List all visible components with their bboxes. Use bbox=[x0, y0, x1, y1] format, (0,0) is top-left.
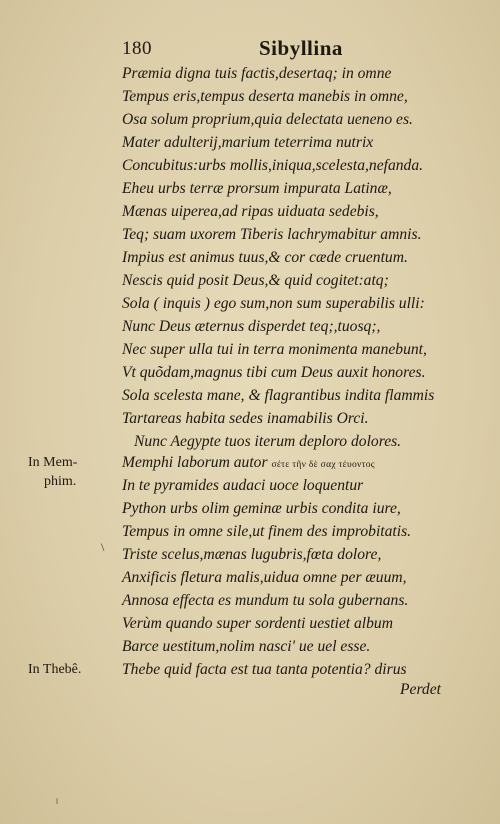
margin-note-memphim-line2: phim. bbox=[44, 474, 77, 489]
verse-line: Osa solum proprium,quia delectata ueneno es. bbox=[122, 111, 413, 128]
verse-line: Teq; suam uxorem Tiberis lachrymabitur amnis. bbox=[122, 226, 422, 243]
verse-line: Præmia digna tuis factis,desertaq; in omne bbox=[122, 65, 392, 82]
verse-line: Memphi laborum autor bbox=[122, 454, 268, 471]
verse-line: Impius est animus tuus,& cor cæde cruentum. bbox=[122, 249, 408, 266]
verse-line: Nunc Deus æternus disperdet teq;,tuosq;, bbox=[122, 318, 381, 335]
ink-mark: \ bbox=[101, 540, 105, 554]
verse-line: Triste scelus,mænas lugubris,fœta dolore, bbox=[122, 546, 382, 563]
greek-phrase: σέτε τῆν δὲ σαχ τέυοντος bbox=[271, 460, 375, 470]
verse-line: Vt quõdam,magnus tibi cum Deus auxit honores. bbox=[122, 364, 426, 381]
running-title: Sibyllina bbox=[259, 36, 343, 60]
margin-note-memphim-line1: In Mem- bbox=[28, 455, 78, 470]
verse-line-with-greek bbox=[122, 453, 375, 475]
verse-line: Nescis quid posit Deus,& quid cogitet:atq; bbox=[122, 272, 389, 289]
margin-note-thebe: In Thebê. bbox=[28, 662, 82, 677]
ink-mark: ˡ bbox=[56, 796, 58, 810]
verse-line: Python urbs olim geminæ urbis condita iure, bbox=[122, 500, 401, 517]
verse-line: Nunc Aegypte tuos iterum deploro dolores. bbox=[134, 433, 402, 450]
verse-line: Anxificis fletura malis,uidua omne per æuum, bbox=[122, 569, 407, 586]
verse-line: Tartareas habita sedes inamabilis Orci. bbox=[122, 410, 369, 427]
catchword: Perdet bbox=[400, 681, 441, 698]
verse-line: Thebe quid facta est tua tanta potentia? dirus bbox=[122, 661, 407, 678]
verse-line: Nec super ulla tui in terra monimenta manebunt, bbox=[122, 341, 427, 358]
verse-line: Concubitus:urbs mollis,iniqua,scelesta,nefanda. bbox=[122, 157, 424, 174]
verse-line: Tempus in omne sile,ut finem des improbitatis. bbox=[122, 523, 412, 540]
verse-line: Mænas uiperea,ad ripas uiduata sedebis, bbox=[122, 203, 379, 220]
verse-line: Tempus eris,tempus deserta manebis in omne, bbox=[122, 88, 408, 105]
verse-line: Sola ( inquis ) ego sum,non sum superabilis ulli: bbox=[122, 295, 425, 312]
verse-line: Mater adulterij,marium teterrima nutrix bbox=[122, 134, 374, 151]
verse-line: Annosa effecta es mundum tu sola gubernans. bbox=[122, 592, 409, 609]
verse-line: Verùm quando super sordenti uestiet album bbox=[122, 615, 393, 632]
verse-line: Sola scelesta mane, & flagrantibus indita flammis bbox=[122, 387, 435, 404]
verse-line: In te pyramides audaci uoce loquentur bbox=[122, 477, 364, 494]
page-number: 180 bbox=[122, 38, 152, 59]
verse-line: Eheu urbs terræ prorsum impurata Latinæ, bbox=[122, 180, 392, 197]
page-header bbox=[122, 38, 382, 62]
verse-line: Barce uestitum,nolim nasci' ue uel esse. bbox=[122, 638, 371, 655]
